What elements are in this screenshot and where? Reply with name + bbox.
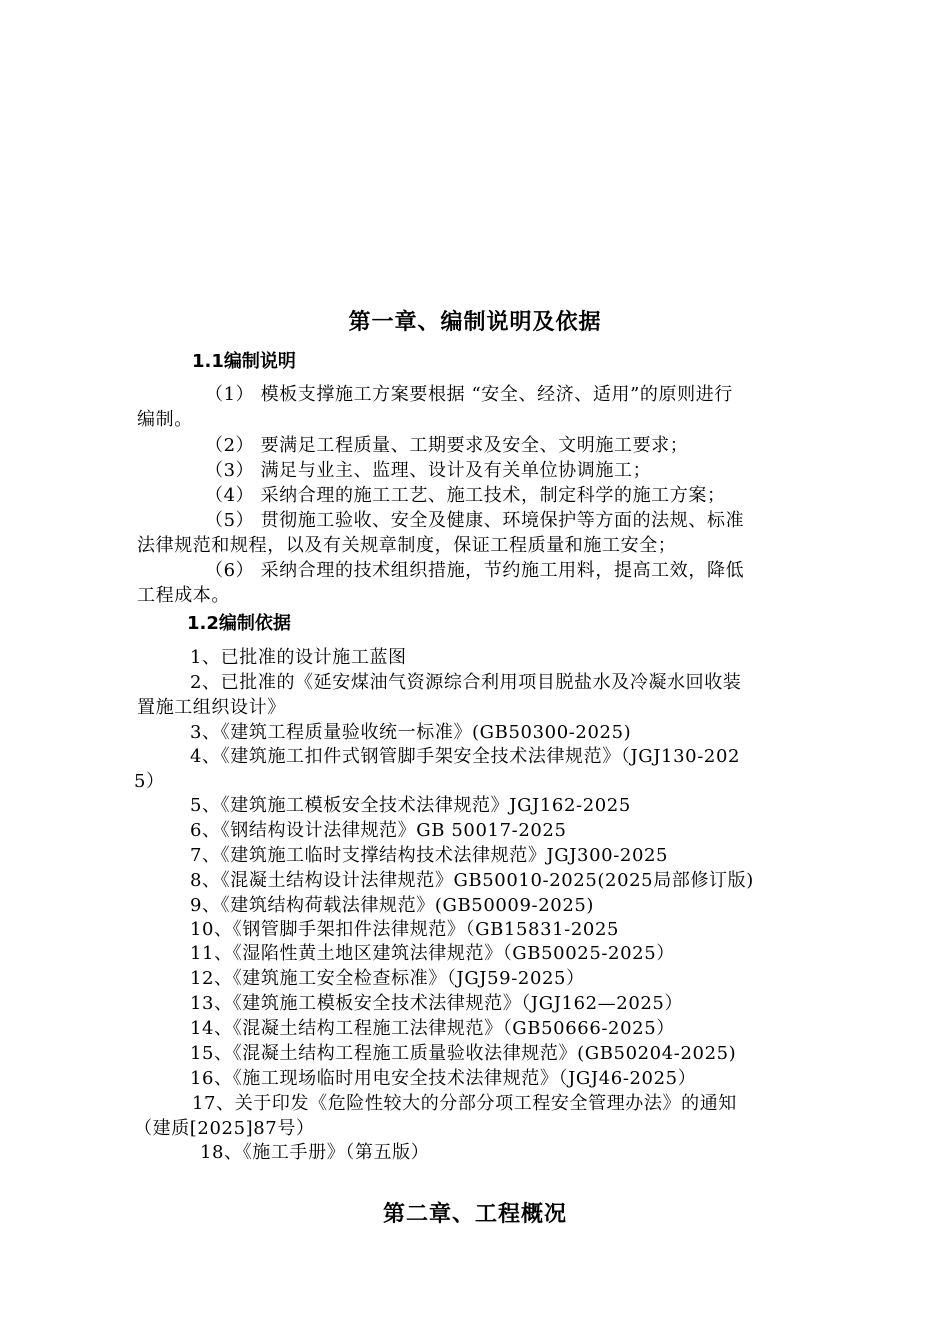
reference-item: 2、已批准的《延安煤油气资源综合利用项目脱盐水及冷凝水回收装 <box>190 672 742 693</box>
chapter-1-title: 第一章、编制说明及依据 <box>348 310 602 335</box>
reference-item: （建质[2025]87号） <box>134 1118 315 1139</box>
chapter-2-title: 第二章、工程概况 <box>382 1202 567 1227</box>
reference-item: 9、《建筑结构荷载法律规范》(GB50009-2025) <box>190 895 595 916</box>
reference-item: 5、《建筑施工模板安全技术法律规范》JGJ162-2025 <box>190 795 631 816</box>
reference-item: 7、《建筑施工临时支撑结构技术法律规范》JGJ300-2025 <box>190 845 669 866</box>
section-1-1-heading: 1.1编制说明 <box>192 351 296 372</box>
paragraph-line: （1） 模板支撑施工方案要根据 “安全、经济、适用”的原则进行 <box>205 384 733 405</box>
paragraph-line: （2） 要满足工程质量、工期要求及安全、文明施工要求； <box>205 435 689 456</box>
reference-item: 17、关于印发《危险性较大的分部分项工程安全管理办法》的通知 <box>192 1093 737 1114</box>
reference-item: 15、《混凝土结构工程施工质量验收法律规范》(GB50204-2025) <box>190 1043 737 1064</box>
paragraph-line: 法律规范和规程，以及有关规章制度，保证工程质量和施工安全； <box>137 535 677 556</box>
paragraph-line: 工程成本。 <box>137 585 230 606</box>
reference-item: 12、《建筑施工安全检查标准》（JGJ59-2025） <box>190 968 585 989</box>
reference-item: 1、已批准的设计施工蓝图 <box>190 647 407 668</box>
reference-item: 16、《施工现场临时用电安全技术法律规范》（JGJ46-2025） <box>190 1068 697 1089</box>
reference-item: 14、《混凝土结构工程施工法律规范》（GB50666-2025） <box>190 1018 675 1039</box>
reference-item: 18、《施工手册》（第五版） <box>200 1142 430 1163</box>
paragraph-line: （6） 采纳合理的技术组织措施，节约施工用料，提高工效，降低 <box>205 560 745 581</box>
reference-item: 10、《钢管脚手架扣件法律规范》（GB15831-2025 <box>190 919 620 940</box>
paragraph-line: （3） 满足与业主、监理、设计及有关单位协调施工； <box>205 460 652 481</box>
reference-item: 4、《建筑施工扣件式钢管脚手架安全技术法律规范》（JGJ130-202 <box>190 746 741 767</box>
paragraph-line: （4） 采纳合理的施工工艺、施工技术，制定科学的施工方案； <box>205 485 726 506</box>
reference-item: 置施工组织设计》 <box>137 697 286 718</box>
reference-item: 6、《钢结构设计法律规范》GB 50017-2025 <box>190 820 567 841</box>
reference-item: 13、《建筑施工模板安全技术法律规范》（JGJ162—2025） <box>190 993 684 1014</box>
reference-item: 3、《建筑工程质量验收统一标准》(GB50300-2025) <box>190 722 632 743</box>
reference-item: 5） <box>134 771 165 792</box>
reference-item: 11、《湿陷性黄土地区建筑法律规范》（GB50025-2025） <box>190 943 675 964</box>
section-1-2-heading: 1.2编制依据 <box>187 613 291 634</box>
reference-item: 8、《混凝土结构设计法律规范》GB50010-2025(2025局部修订版) <box>190 870 754 891</box>
paragraph-line: （5） 贯彻施工验收、安全及健康、环境保护等方面的法规、标准 <box>205 510 745 531</box>
paragraph-line: 编制。 <box>137 409 193 430</box>
